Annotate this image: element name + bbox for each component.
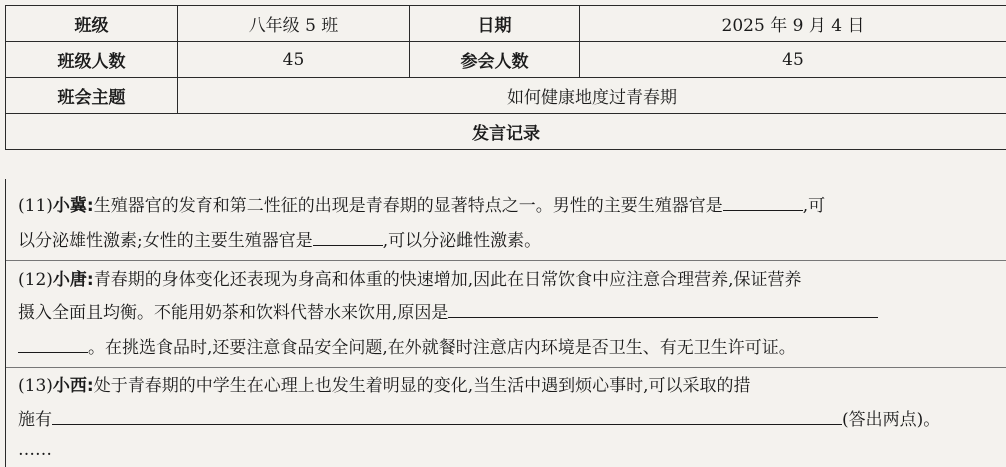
- attendance-value: 45: [580, 42, 1006, 78]
- speech-records: [5, 179, 1006, 467]
- record-13-number: (13): [18, 376, 53, 396]
- record-12-line-1: [18, 265, 1006, 295]
- answer-blank-reason-cont[interactable]: [18, 334, 88, 353]
- record-13-text-a: 处于青春期的中学生在心理上也发生着明显的变化,当生活中遇到烦心事时,可以采取的措: [93, 376, 751, 396]
- record-divider: [6, 260, 1006, 261]
- table-row: [6, 6, 1006, 42]
- record-12-line-3: [18, 333, 1006, 363]
- answer-blank-reason[interactable]: [448, 299, 878, 318]
- date-value: 2025 年 9 月 4 日: [580, 6, 1006, 42]
- class-count-label: 班级人数: [6, 42, 178, 78]
- theme-label: 班会主题: [6, 78, 178, 114]
- class-meeting-info-table: [5, 5, 1006, 150]
- theme-value: 如何健康地度过青春期: [178, 78, 1006, 114]
- class-value: 八年级 5 班: [178, 6, 410, 42]
- record-13-text-c: (答出两点)。: [842, 410, 941, 430]
- record-11-speaker: 小冀:: [52, 196, 94, 216]
- record-11-number: (11): [18, 196, 53, 216]
- answer-blank-male-organ[interactable]: [723, 192, 803, 211]
- table-row: [6, 42, 1006, 78]
- record-13-speaker: 小西:: [52, 376, 94, 396]
- record-13-text-b: 施有: [18, 410, 52, 430]
- record-11-text-b: ,可: [802, 196, 826, 216]
- class-label: 班级: [6, 6, 178, 42]
- record-12-number: (12): [18, 270, 53, 290]
- record-11-line-2: [18, 226, 1006, 256]
- record-12-text-a: 青春期的身体变化还表现为身高和体重的快速增加,因此在日常饮食中应注意合理营养,保证营养: [93, 270, 802, 290]
- record-11-text-d: ,可以分泌雌性激素。: [382, 231, 542, 251]
- record-header: 发言记录: [6, 114, 1006, 150]
- table-row: [6, 114, 1006, 150]
- record-12-speaker: 小唐:: [52, 270, 94, 290]
- answer-blank-measures[interactable]: [52, 406, 842, 425]
- record-12-text-c: 。在挑选食品时,还要注意食品安全问题,在外就餐时注意店内环境是否卫生、有无卫生许可证。: [88, 338, 796, 358]
- record-11-line-1: [18, 191, 1006, 221]
- record-13-line-2: [18, 405, 1006, 435]
- record-12-text-b: 摄入全面且均衡。不能用奶茶和饮料代替水来饮用,原因是: [18, 303, 449, 323]
- class-count-value: 45: [178, 42, 410, 78]
- record-11-text-a: 生殖器官的发育和第二性征的出现是青春期的显著特点之一。男性的主要生殖器官是: [93, 196, 723, 216]
- attendance-label: 参会人数: [410, 42, 580, 78]
- record-13-line-1: [18, 371, 1006, 401]
- date-label: 日期: [410, 6, 580, 42]
- answer-blank-female-organ[interactable]: [313, 227, 383, 246]
- record-divider: [6, 367, 1006, 368]
- ellipsis: ……: [18, 440, 52, 460]
- table-row: [6, 78, 1006, 114]
- record-12-line-2: [18, 298, 1006, 328]
- record-11-text-c: 以分泌雄性激素;女性的主要生殖器官是: [18, 231, 313, 251]
